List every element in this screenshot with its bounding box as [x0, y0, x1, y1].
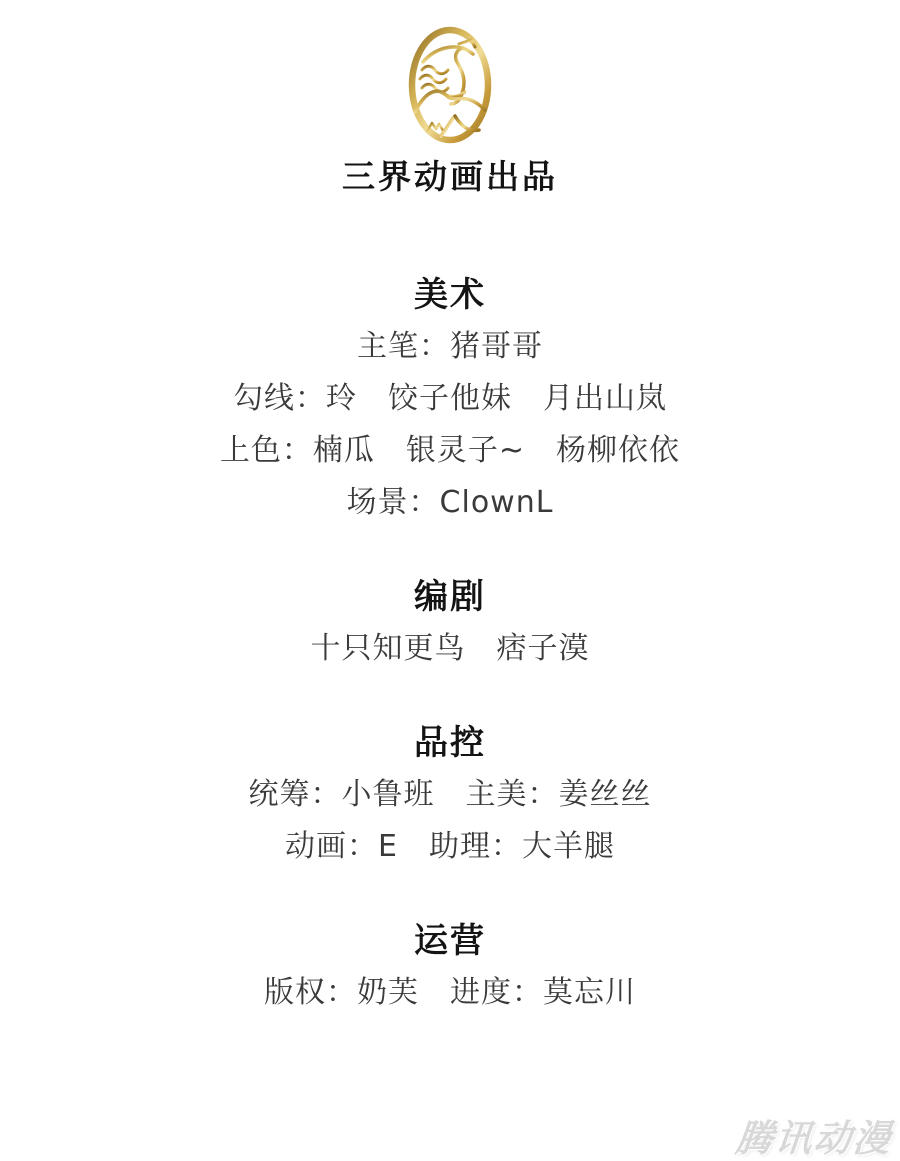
- section-operations: [0, 921, 900, 1019]
- credit-line: 勾线：玲 饺子他妹 月出山岚: [233, 381, 667, 416]
- section-heading-operations: 运营: [414, 921, 486, 961]
- production-title: 三界动画出品: [342, 157, 558, 196]
- credit-line: 主笔：猪哥哥: [357, 329, 543, 364]
- credit-line: 版权：奶芙 进度：莫忘川: [264, 975, 636, 1010]
- section-heading-quality-control: 品控: [414, 723, 486, 763]
- credit-line: 动画：E 助理：大羊腿: [285, 829, 615, 864]
- logo-container: [0, 0, 900, 144]
- tencent-comics-watermark: 腾讯动漫: [733, 1117, 895, 1160]
- credit-line: 场景：ClownL: [346, 485, 554, 520]
- section-art: [0, 275, 900, 529]
- gold-seal-logo-icon: [407, 26, 493, 144]
- credit-line: 统筹：小鲁班 主美：姜丝丝: [248, 777, 652, 812]
- credit-line: 十只知更鸟 痞子漠: [310, 631, 590, 666]
- credit-line: 上色：楠瓜 银灵子~ 杨柳依依: [219, 433, 681, 468]
- section-script: [0, 577, 900, 675]
- section-quality-control: [0, 723, 900, 873]
- section-heading-art: 美术: [414, 275, 486, 315]
- section-heading-script: 编剧: [414, 577, 486, 617]
- credits-sections: [0, 275, 900, 1019]
